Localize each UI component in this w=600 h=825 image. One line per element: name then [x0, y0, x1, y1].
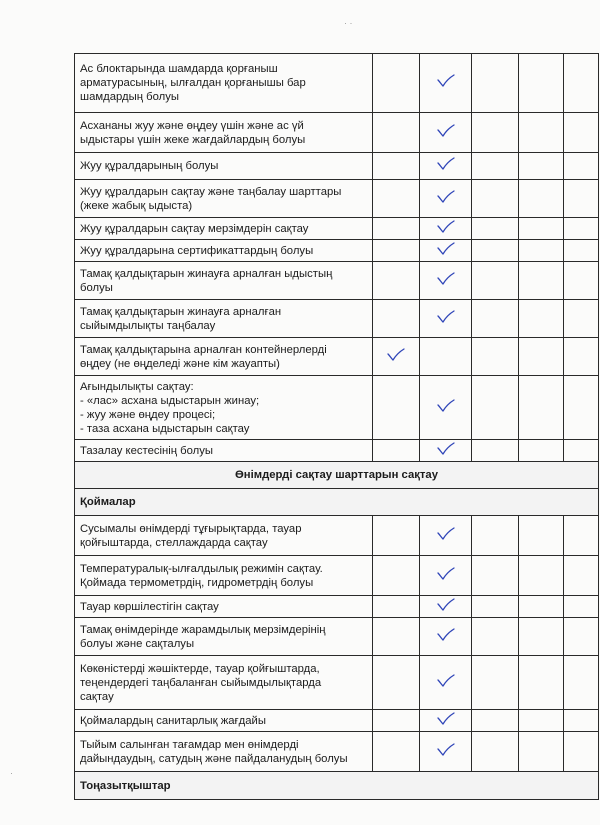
checklist-row: [75, 153, 599, 180]
subsection-title: Қоймалар: [80, 496, 136, 508]
criterion-text: Ағындылықты сақтау: - «лас» асхана ыдыстарын жинау; - жуу және өңдеу процесі; - таза асхана ыдыстарын сақтау: [80, 380, 260, 435]
criterion-text: Көкөністерді жәшіктерде, тауар қойғыштарда, теңендердегі таңбаланған сыйымдылықтарда сақтау: [80, 662, 322, 703]
margin-speck: ·: [10, 768, 13, 778]
checklist-row: [75, 54, 599, 113]
section-header-row: [75, 462, 599, 489]
check-mark-icon: [437, 442, 455, 456]
criterion-text: Сусымалы өнімдерді тұғырықтарда, тауар қойғыштарда, стеллаждарда сақтау: [80, 522, 302, 549]
checklist-row: [75, 240, 599, 262]
check-mark-icon: [437, 527, 455, 541]
check-mark-icon: [437, 272, 455, 286]
check-mark-icon: [437, 157, 455, 171]
checklist-row: [75, 596, 599, 618]
checklist-row: [75, 516, 599, 556]
check-mark-icon: [437, 124, 455, 138]
criterion-text: Тазалау кестесінің болуы: [80, 444, 214, 457]
criterion-text: Жуу құралдарын сақтау мерзімдерін сақтау: [80, 222, 309, 235]
criterion-text: Тамақ қалдықтарына арналған контейнерлерді өңдеу (не өңделеді және кім жауапты): [80, 343, 327, 370]
criterion-text: Температуралық-ылғалдылық режимін сақтау. Қоймада термометрдің, гидрометрдің болуы: [80, 562, 323, 589]
subsection-header-row: [75, 772, 599, 800]
check-mark-icon: [437, 743, 455, 757]
criterion-text: Қоймалардың санитарлық жағдайы: [80, 714, 266, 727]
check-mark-icon: [437, 399, 455, 413]
criterion-text: Жуу құралдарының болуы: [80, 160, 219, 172]
checklist-row: [75, 262, 599, 300]
checklist-row: [75, 218, 599, 240]
check-mark-icon: [387, 348, 405, 362]
checklist-row: [75, 656, 599, 710]
checklist-row: [75, 338, 599, 376]
check-mark-icon: [437, 220, 455, 234]
checklist-row: [75, 376, 599, 440]
criterion-text: Тыйым салынған тағамдар мен өнімдерді дайындаудың, сатудың және пайдаланудың болуы: [80, 738, 348, 765]
checklist-row: [75, 180, 599, 218]
checklist-row: [75, 300, 599, 338]
criterion-text: Тамақ қалдықтарын жинауға арналған ыдыстың болуы: [80, 267, 333, 294]
criterion-text: Ас блоктарында шамдарда қорғаныш арматурасының, ылғалдан қорғанышы бар шамдардың болуы: [80, 63, 306, 103]
sanitary-checklist-table: [74, 53, 599, 800]
checklist-row: [75, 710, 599, 732]
check-mark-icon: [437, 190, 455, 204]
section-title: Өнімдерді сақтау шарттарын сақтау: [235, 469, 438, 481]
check-mark-icon: [437, 567, 455, 581]
checklist-row: [75, 618, 599, 656]
checklist-row: [75, 113, 599, 153]
header-marks: · ·: [344, 18, 353, 28]
check-mark-icon: [437, 242, 455, 256]
criterion-text: Жуу құралдарын сақтау және таңбалау шарттары (жеке жабық ыдыста): [80, 185, 342, 212]
criterion-text: Жуу құралдарына сертификаттардың болуы: [80, 244, 314, 257]
criterion-text: Тамақ өнімдерінде жарамдылық мерзімдерінің болуы және сақталуы: [80, 623, 326, 650]
checklist-row: [75, 732, 599, 772]
criterion-text: Асхананы жуу және өңдеу үшін және ас үй ыдыстары үшін жеке жағдайлардың болуы: [80, 119, 306, 146]
checklist-row: [75, 440, 599, 462]
criterion-text: Тамақ қалдықтарын жинауға арналған сыйымдылықты таңбалау: [80, 305, 282, 332]
check-mark-icon: [437, 310, 455, 324]
check-mark-icon: [437, 712, 455, 726]
criterion-text: Тауар көршілестігін сақтау: [80, 600, 219, 613]
subsection-title: Тоңазытқыштар: [80, 779, 171, 792]
check-mark-icon: [437, 74, 455, 88]
checklist-row: [75, 556, 599, 596]
subsection-header-row: [75, 489, 599, 516]
check-mark-icon: [437, 628, 455, 642]
check-mark-icon: [437, 674, 455, 688]
check-mark-icon: [437, 598, 455, 612]
